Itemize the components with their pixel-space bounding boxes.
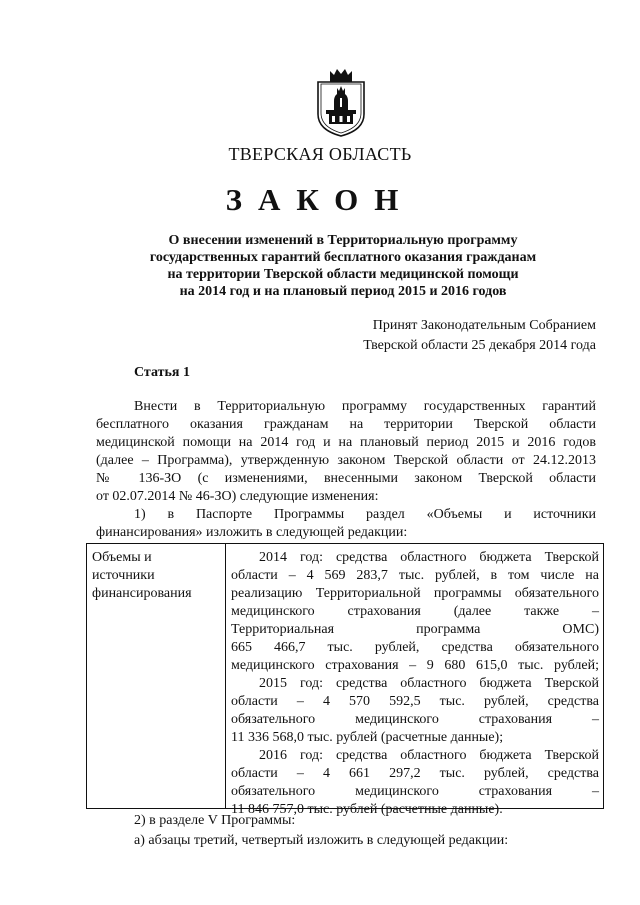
paragraph-line: (далее – Программа), утвержденную законом Тверской области от 24.12.2013 [96,453,596,468]
table-cell-line: области – 4 569 283,7 тыс. рублей, в том числе на [231,568,599,583]
table-cell-line: области – 4 661 297,2 тыс. рублей, средства [231,766,599,781]
law-title: ЗАКОН [225,182,415,217]
article-heading: Статья 1 [134,365,190,380]
paragraph-line: 2) в разделе V Программы: [134,813,296,828]
table-cell-line: источники [92,568,155,583]
table-cell-line: 2015 год: средства областного бюджета Тверской [259,676,599,691]
subject-line: О внесении изменений в Территориальную программу [168,233,518,248]
item-2-paragraph [96,812,596,830]
table-cell-line: обязательного медицинского страхования – [231,712,599,727]
table-cell-line: 665 466,7 тыс. рублей, средства обязательного [231,640,599,655]
adoption-line: Принят Законодательным Собранием [372,318,596,333]
table-cell-line: медицинского страхования – 9 680 615,0 тыс. рублей; [231,658,599,673]
item-1-paragraph [96,506,596,542]
paragraph-line: № 136-ЗО (с изменениями, внесенными законом Тверской области [96,471,596,486]
table-cell-line: области – 4 570 592,5 тыс. рублей, средства [231,694,599,709]
paragraph-line: бесплатного оказания гражданам на территории Тверской области [96,417,596,432]
table-left-cell [92,549,222,603]
table-cell-line: медицинского страхования (далее также – [231,604,599,619]
paragraph-line: Внести в Территориальную программу государственных гарантий [134,399,596,414]
subject-line: на территории Тверской области медицинской помощи [167,267,519,282]
region-name: ТВЕРСКАЯ ОБЛАСТЬ [228,144,412,164]
table-cell-line: Территориальная программа ОМС) [231,622,599,637]
paragraph-line: 1) в Паспорте Программы раздел «Объемы и источники [134,507,596,522]
table-cell-line: 2014 год: средства областного бюджета Тверской [259,550,599,565]
law-subject [100,232,586,300]
table-cell-line: 11 336 568,0 тыс. рублей (расчетные данные); [231,730,504,745]
table-cell-line: обязательного медицинского страхования – [231,784,599,799]
paragraph-line: от 02.07.2014 № 46-ЗО) следующие изменения: [96,489,379,504]
table-divider [225,544,226,808]
item-2a-paragraph [96,832,596,850]
table-cell-line: 2016 год: средства областного бюджета Тверской [259,748,599,763]
table-cell-line: финансирования [92,586,192,601]
table-cell-line: 11 846 757,0 тыс. рублей (расчетные данные). [231,802,503,817]
adoption-note [363,316,596,356]
adoption-line: Тверской области 25 декабря 2014 года [363,338,596,353]
paragraph-line: а) абзацы третий, четвертый изложить в следующей редакции: [134,833,509,848]
subject-line: государственных гарантий бесплатного оказания гражданам [149,250,537,265]
paragraph-line: медицинской помощи на 2014 год и на плановый период 2015 и 2016 годов [96,435,596,450]
table-cell-line: Объемы и [92,550,152,565]
subject-line: на 2014 год и на плановый период 2015 и 2016 годов [179,284,507,299]
paragraph-line: финансирования» изложить в следующей редакции: [96,525,408,540]
financing-table [86,543,604,817]
table-right-cell [231,549,599,819]
tver-coat-of-arms-icon [316,68,366,138]
table-cell-line: реализацию Территориальной программы обязательного [231,586,599,601]
intro-paragraph [96,398,596,506]
